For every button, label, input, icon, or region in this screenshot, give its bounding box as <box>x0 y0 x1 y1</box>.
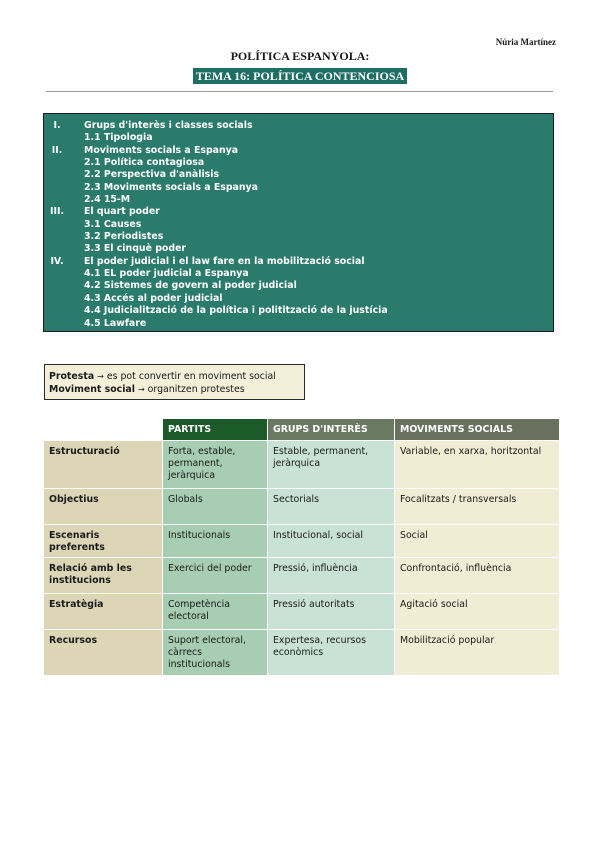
toc-text: 3.1 Causes <box>84 218 142 230</box>
document-subtitle: TEMA 16: POLÍTICA CONTENCIOSA <box>193 68 407 84</box>
toc-text: 3.2 Periodistes <box>84 231 164 243</box>
table-cell: Exercici del poder <box>163 558 268 594</box>
table-cell: Expertesa, recursos econòmics <box>268 630 395 676</box>
row-label: Estratègia <box>44 594 163 630</box>
table-row <box>44 489 560 525</box>
note-text: es pot convertir en moviment social <box>106 371 276 382</box>
row-label: Recursos <box>44 630 163 676</box>
row-label: Escenaris preferents <box>44 525 163 558</box>
author-name: Núria Martínez <box>495 37 556 47</box>
table-cell: Suport electoral, càrrecs institucionals <box>163 630 268 676</box>
toc-text: Moviments socials a Espanya <box>84 144 239 156</box>
table-row <box>44 525 560 558</box>
table-cell: Pressió, influència <box>268 558 395 594</box>
toc-text: 2.2 Perspectiva d'anàlisis <box>84 169 220 181</box>
table-cell: Focalitzats / transversals <box>395 489 560 525</box>
table-header-grups: GRUPS D'INTERÈS <box>268 419 395 441</box>
toc-text: 2.3 Moviments socials a Espanya <box>84 181 258 193</box>
row-label: Estructuració <box>44 441 163 489</box>
toc-item <box>44 280 553 292</box>
arrow-icon: → <box>137 385 145 394</box>
note-line <box>49 370 304 383</box>
table-cell: Social <box>395 525 560 558</box>
toc-item <box>44 268 553 280</box>
table-cell: Institucionals <box>163 525 268 558</box>
table-header-blank <box>44 419 163 441</box>
table-cell: Institucional, social <box>268 525 395 558</box>
toc-item <box>44 231 553 243</box>
table-cell: Agitació social <box>395 594 560 630</box>
table-of-contents <box>43 113 554 332</box>
toc-text: 3.3 El cinquè poder <box>84 243 187 255</box>
toc-item <box>44 206 553 218</box>
toc-item <box>44 219 553 231</box>
toc-item <box>44 145 553 157</box>
toc-item <box>44 293 553 305</box>
toc-item <box>44 157 553 169</box>
toc-item <box>44 305 553 317</box>
table-cell: Pressió autoritats <box>268 594 395 630</box>
toc-text: 4.4 Judicialització de la política i politització de la justícia <box>84 305 388 317</box>
table-header-partits: PARTITS <box>163 419 268 441</box>
note-line <box>49 383 304 396</box>
table-row <box>44 630 560 676</box>
toc-text: Grups d'interès i classes socials <box>84 120 253 131</box>
toc-number: II. <box>51 144 63 156</box>
toc-item <box>44 318 553 330</box>
toc-text: 4.2 Sistemes de govern al poder judicial <box>84 280 297 292</box>
toc-item <box>44 182 553 194</box>
toc-text: 1.1 Tipologia <box>84 132 153 144</box>
toc-number: III. <box>49 206 65 218</box>
table-cell: Globals <box>163 489 268 525</box>
comparison-table <box>43 418 560 676</box>
toc-text: 2.1 Política contagiosa <box>84 157 205 169</box>
table-row <box>44 558 560 594</box>
table-cell: Sectorials <box>268 489 395 525</box>
toc-number: I. <box>53 120 61 131</box>
arrow-icon: → <box>97 372 104 381</box>
note-term: Moviment social <box>49 384 135 395</box>
document-title: POLÍTICA ESPANYOLA: <box>230 49 370 63</box>
note-term: Protesta <box>49 371 95 382</box>
toc-item <box>44 243 553 255</box>
table-cell: Variable, en xarxa, horitzontal <box>395 441 560 489</box>
toc-item <box>44 120 553 132</box>
note-text: organitzen protestes <box>147 384 245 395</box>
table-cell: Mobilització popular <box>395 630 560 676</box>
toc-item <box>44 169 553 181</box>
table-row <box>44 594 560 630</box>
toc-text: El poder judicial i el law fare en la mobilització social <box>84 255 365 267</box>
toc-text: 4.5 Lawfare <box>84 317 147 329</box>
toc-text: El quart poder <box>84 206 160 218</box>
row-label: Objectius <box>44 489 163 525</box>
toc-text: 4.1 EL poder judicial a Espanya <box>84 268 249 280</box>
header-divider <box>46 91 553 92</box>
toc-number: IV. <box>50 255 64 267</box>
table-cell: Confrontació, influència <box>395 558 560 594</box>
table-cell: Competència electoral <box>163 594 268 630</box>
toc-text: 2.4 15-M <box>84 194 131 206</box>
toc-item <box>44 132 553 144</box>
row-label: Relació amb les institucions <box>44 558 163 594</box>
table-row <box>44 441 560 489</box>
definition-note <box>44 364 305 400</box>
toc-item <box>44 194 553 206</box>
table-header-row <box>44 419 560 441</box>
table-cell: Forta, estable, permanent, jeràrquica <box>163 441 268 489</box>
table-cell: Estable, permanent, jeràrquica <box>268 441 395 489</box>
table-header-moviments: MOVIMENTS SOCIALS <box>395 419 560 441</box>
toc-item <box>44 256 553 268</box>
toc-text: 4.3 Accés al poder judicial <box>84 292 223 304</box>
